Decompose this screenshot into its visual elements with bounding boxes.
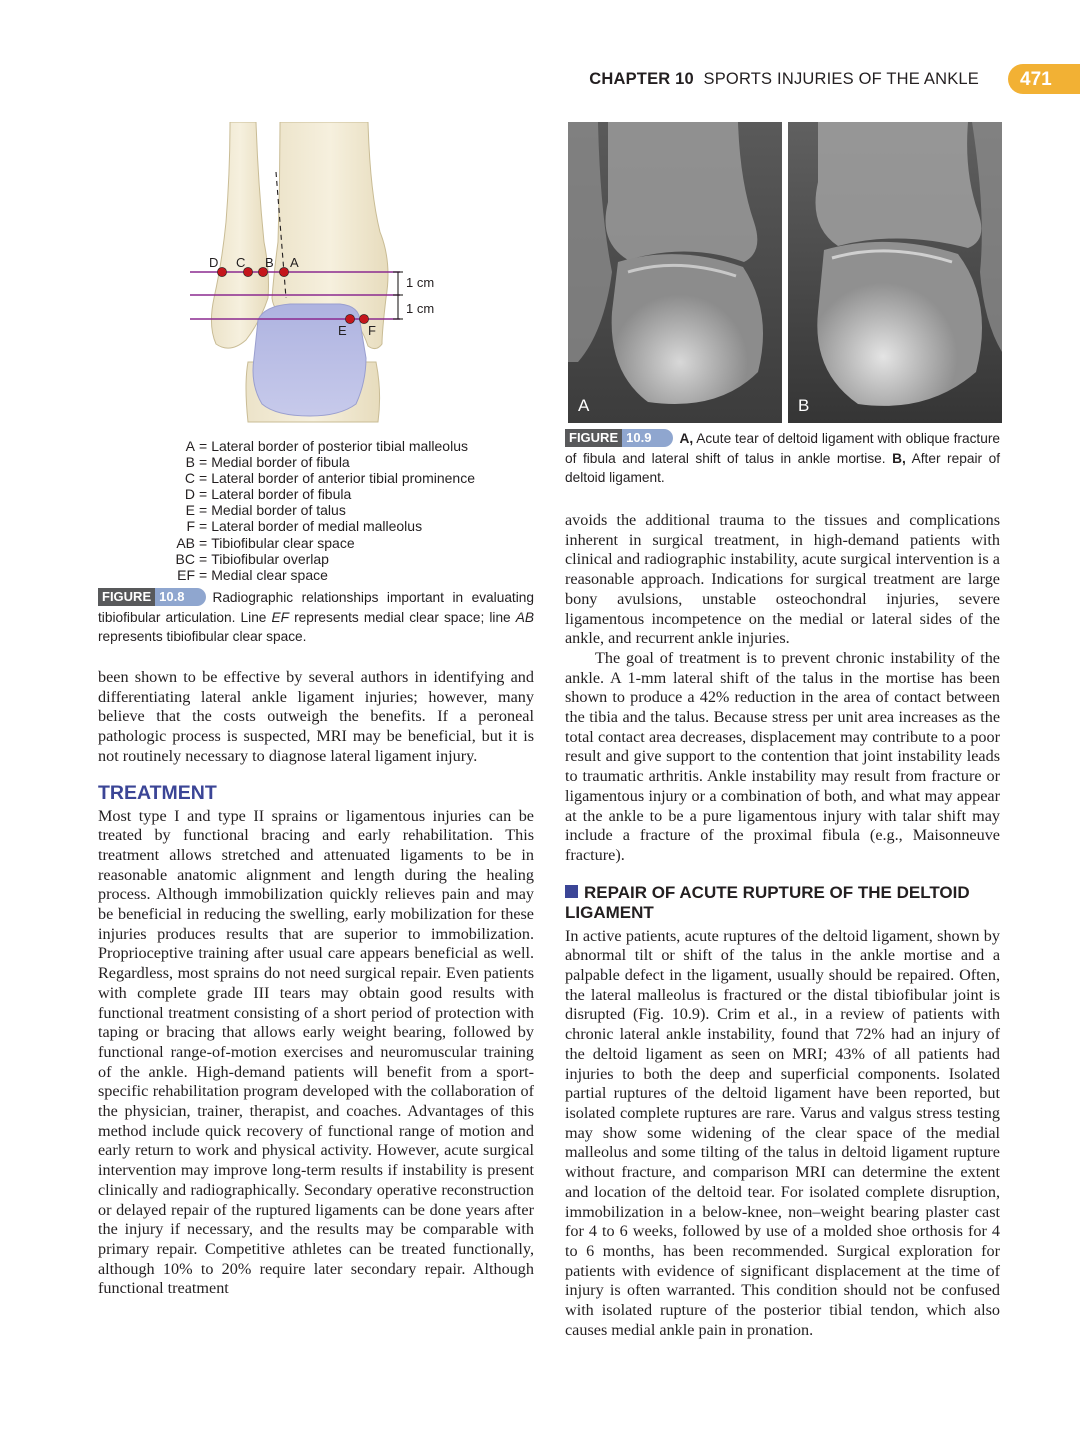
panel-a-label: A xyxy=(578,396,590,415)
label-f: F xyxy=(368,323,376,338)
legend-row xyxy=(100,567,540,583)
legend-equals: = xyxy=(199,566,208,583)
figure-badge: FIGURE 10.8 xyxy=(98,588,206,606)
legend-key: D xyxy=(184,486,195,503)
label-d: D xyxy=(209,255,219,270)
legend-equals: = xyxy=(199,438,208,454)
legend-text: Medial border of fibula xyxy=(211,454,350,471)
label-b: B xyxy=(265,255,274,270)
measure-label-2: 1 cm xyxy=(406,301,435,316)
legend-key: EF xyxy=(177,566,195,583)
ankle-diagram xyxy=(160,122,460,430)
legend-row xyxy=(100,438,540,454)
legend-equals: = xyxy=(199,550,208,567)
legend-row xyxy=(100,518,540,534)
fibula xyxy=(211,122,268,348)
legend-equals: = xyxy=(199,502,208,519)
measure-label-1: 1 cm xyxy=(406,275,435,290)
label-e: E xyxy=(338,323,347,338)
legend-text: Tibiofibular overlap xyxy=(211,550,329,567)
paragraph: been shown to be effective by several authors in identifying and differentiating lateral ankle ligament injuries; however, many believe that the costs outweigh the benefits. If a peroneal pathologic process is suspected, MRI may be beneficial, but it is not routinely necessary to diagnose lateral ligament injury. xyxy=(98,668,534,765)
xray-image-b xyxy=(788,122,1002,423)
treatment-heading: TREATMENT xyxy=(98,781,217,804)
panel-b-label: B xyxy=(798,396,810,415)
legend-text: Medial border of talus xyxy=(211,502,346,519)
legend-equals: = xyxy=(199,486,208,503)
paragraph: avoids the additional trauma to the tissues and complications inherent in surgical treatment, in high-demand patients with clinical and radiographic instability, acute surgical intervention is a reasonable approach. Indications for surgical treatment are large bony avulsions, unstable osteochondral injuries, severe ligamentous incompetence on the medial or lateral sides of the ankle, and recurrent ankle injuries. xyxy=(565,511,1000,648)
legend-text: Medial clear space xyxy=(211,566,328,583)
label-a: A xyxy=(290,255,299,270)
legend-row xyxy=(100,470,540,486)
legend-row xyxy=(100,502,540,518)
legend-text: Tibiofibular clear space xyxy=(211,534,355,551)
legend-key: C xyxy=(184,470,195,487)
label-c: C xyxy=(236,255,246,270)
legend-key: E xyxy=(185,502,195,519)
legend-text: Lateral border of posterior tibial malleolus xyxy=(211,438,468,454)
marker-a xyxy=(279,267,288,276)
xray-image-a xyxy=(568,122,782,423)
legend-key: F xyxy=(186,518,195,535)
left-column xyxy=(98,668,534,1299)
paragraph: The goal of treatment is to prevent chronic instability of the ankle. A 1-mm lateral shift of the talus in the mortise has been shown to produce a 42% reduction in the area of contact between the tibia and the talus. Because stress per unit area increases as the total contact area decreases, displacement may contribute to a poor result and give support to the contention that joint instability leads to traumatic arthritis. Ankle instability may result from fracture or ligamentous injury or a combination of both, and what may appear at the ankle to be a pure ligamentous injury with talar shift may include a fracture of the proximal fibula (e.g., Maisonneuve fracture). xyxy=(565,648,1000,864)
running-header xyxy=(0,64,1080,96)
legend-row xyxy=(100,535,540,551)
heading-square-icon xyxy=(565,885,578,898)
chapter-title: SPORTS INJURIES OF THE ANKLE xyxy=(703,70,979,88)
legend-text: Lateral border of anterior tibial prominence xyxy=(211,470,475,487)
paragraph: Most type I and type II sprains or ligamentous injuries can be treated by functional bracing and early rehabilitation. This treatment allows stretched and attenuated ligaments to be in reasonable anatomic alignment and length during the healing process. Although immobilization quickly relieves pain and may be beneficial in reducing the swelling, early mobilization for these injuries produces results that are superior to immobilization. Proprioceptive training after usual care appears beneficial as well. Regardless, most sprains do not need surgical repair. Even patients with complete grade III tears may obtain good results with functional treatment consisting of a short period of protection with taping or bracing that allows early weight bearing, followed by functional range-of-motion exercises and neuromuscular training of the ankle. High-demand patients will benefit from a sport-specific rehabilitation program developed with the collaboration of the physician, trainer, therapist, and coaches. Advantages of this method include quick recovery of functional range of motion and early return to work and physical activity. However, acute surgical intervention may improve long-term results if instability is present clinically and radiographically. Secondary operative reconstruction or delayed repair of the ruptured ligaments can be done years after the injury if necessary, and the results may be comparable with primary repair. Competitive athletes can be treated functionally, although 10% to 20% require later secondary repair. Although functional treatment xyxy=(98,806,534,1298)
legend-equals: = xyxy=(199,534,208,551)
page-number: 471 xyxy=(1020,69,1052,90)
figure-10-8-caption: FIGURE 10.8 Radiographic relationships important in evaluating tibiofibular articulation. Line EF represents medial clear space; line AB represents tibiofibular clear space. xyxy=(98,589,535,645)
legend-row xyxy=(100,551,540,567)
legend-key: BC xyxy=(175,550,195,567)
legend-text: Lateral border of medial malleolus xyxy=(211,518,423,535)
xray-panel-a xyxy=(568,122,782,423)
legend-key: A xyxy=(185,438,195,454)
legend-equals: = xyxy=(199,454,208,471)
legend-equals: = xyxy=(199,518,208,535)
legend-row xyxy=(100,486,540,502)
repair-heading: REPAIR OF ACUTE RUPTURE OF THE DELTOID LIGAMENT xyxy=(565,882,970,922)
chapter-heading xyxy=(589,70,979,89)
right-column xyxy=(565,511,1000,1340)
figure-legend xyxy=(100,438,540,583)
legend-text: Lateral border of fibula xyxy=(211,486,352,503)
legend-row xyxy=(100,454,540,470)
scale-bracket xyxy=(393,272,403,319)
legend-equals: = xyxy=(199,470,208,487)
xray-panel-b xyxy=(788,122,1002,423)
paragraph: In active patients, acute ruptures of the deltoid ligament, shown by abnormal tilt or shift of the talus in the ankle mortise and a palpable defect in the ligament, usually should be repaired. Often, the lateral malleolus is fractured or the distal tibiofibular joint is disrupted (Fig. 10.9). Crim et al., in a review of patients with chronic lateral ankle instability, found that 72% had an injury of the deltoid ligament as seen on MRI; 43% of all patients had injuries to both the deep and superficial components. Isolated partial ruptures of the deltoid ligament have been reported, but isolated complete ruptures are rare. Varus and valgus stress testing may show some widening of the clear space of the medial malleolus and some tilting of the talus in deltoid ligament rupture without fracture, and comparison MRI can determine the extent and location of the deltoid tear. For isolated complete disruption, immobilization in a below-knee, non–weight bearing plaster cast for 4 to 6 weeks, followed by use of a molded shoe orthosis for 4 to 6 months, has been recommended. Surgical exploration for patients with evidence of significant displacement at the time of injury is often warranted. This condition should not be confused with isolated rupture of the posterior tibial tendon, which also causes medial ankle pain in pronation. xyxy=(565,926,1000,1339)
chapter-number: CHAPTER 10 xyxy=(589,70,694,88)
marker-e xyxy=(345,314,354,323)
legend-key: B xyxy=(185,454,195,471)
figure-badge: FIGURE 10.9 xyxy=(565,429,673,447)
figure-10-9-caption: FIGURE 10.9 A, Acute tear of deltoid ligament with oblique fracture of fibula and lateral shift of talus in ankle mortise. B, After repair of deltoid ligament. xyxy=(565,430,1001,486)
legend-key: AB xyxy=(176,534,195,551)
page-number-tab xyxy=(1008,64,1080,94)
marker-d xyxy=(217,267,226,276)
